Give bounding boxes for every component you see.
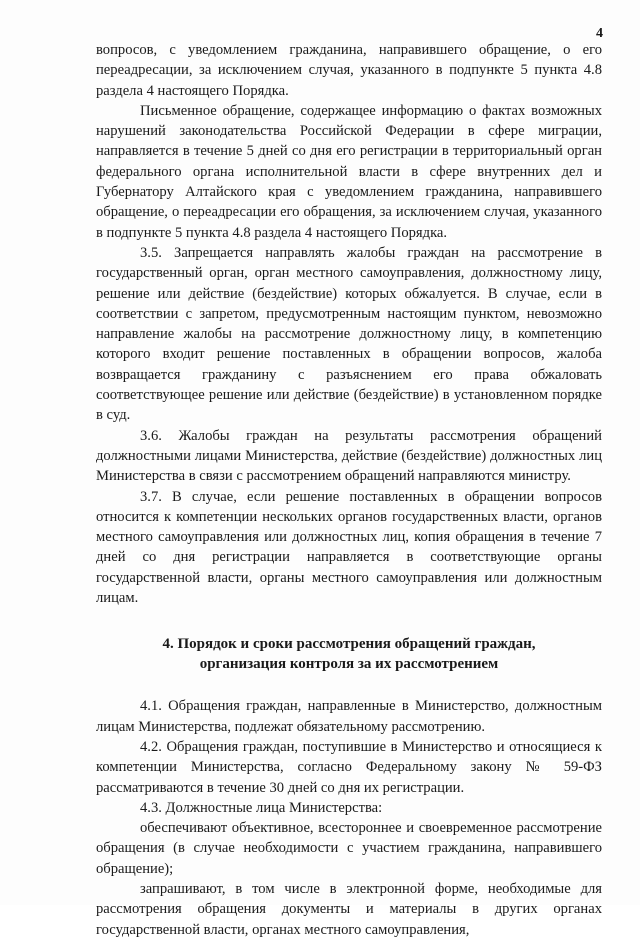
paragraph-3-7: 3.7. В случае, если решение поставленных в обращении вопросов относится к компетенции нескольких органов государственных власти, органов местного самоуправления или должностных лиц, копия обращения в течение 7 дней со дня регистрации направляется в соответствующие органы государственной власти, органы местного самоуправления или должностным лицам. [96, 488, 602, 607]
document-body [96, 40, 602, 940]
paragraph: Письменное обращение, содержащее информацию о фактах возможных нарушений законодательства Российской Федерации в сфере миграции, направляется в течение 5 дней со дня его регистрации в территориальный орган федерального органа исполнительной власти в сфере внутренних дел и Губернатору Алтайского края с уведомлением гражданина, направившего обращение, о переадресации его обращения, за исключением случая, указанного в подпункте 5 пункта 4.8 раздела 4 настоящего Порядка. [96, 102, 602, 241]
paragraph-4-2: 4.2. Обращения граждан, поступившие в Министерство и относящиеся к компетенции Министерства, согласно Федеральному закону № 59-ФЗ рассматриваются в течение 30 дней со дня их регистрации. [96, 738, 602, 796]
list-item: запрашивают, в том числе в электронной форме, необходимые для рассмотрения обращения документы и материалы в других органах государственной власти, органах местного самоуправления, [96, 880, 602, 938]
page-number: 4 [596, 26, 603, 41]
list-item: обеспечивают объективное, всестороннее и своевременное рассмотрение обращения (в случае необходимости с участием гражданина, направившего обращение); [96, 820, 602, 877]
paragraph-4-3: 4.3. Должностные лица Министерства: [140, 799, 383, 816]
paragraph-3-6: 3.6. Жалобы граждан на результаты рассмотрения обращений должностными лицами Министерства, действие (бездействие) должностных лиц Министерства в связи с рассмотрением обращений направляются министру. [96, 427, 602, 485]
section-heading-line-1: 4. Порядок и сроки рассмотрения обращений граждан, [162, 636, 536, 653]
paragraph-3-5: 3.5. Запрещается направлять жалобы граждан на рассмотрение в государственный орган, орган местного самоуправления, должностному лицу, решение или действие (бездействие) которых обжалуется. В случае, если в соответствии с запретом, предусмотренным настоящим пунктом, невозможно направление жалобы на рассмотрение должностному лицу, в компетенцию которого входит решение поставленных в обращении вопросов, жалоба возвращается гражданину с разъяснением его права обжаловать соответствующее решение или действие (бездействие) в установленном порядке в суд. [96, 244, 602, 424]
section-heading [96, 634, 602, 674]
paragraphs-after-section [96, 696, 602, 940]
section-heading-line-2: организация контроля за их рассмотрением [199, 656, 499, 673]
paragraph: вопросов, с уведомлением гражданина, направившего обращение, о его переадресации, за исключением случая, указанного в подпункте 5 пункта 4.8 раздела 4 настоящего Порядка. [96, 42, 602, 99]
paragraphs-before-section [96, 40, 602, 608]
paragraph-4-1: 4.1. Обращения граждан, направленные в Министерство, должностным лицам Министерства, подлежат обязательному рассмотрению. [96, 698, 602, 735]
